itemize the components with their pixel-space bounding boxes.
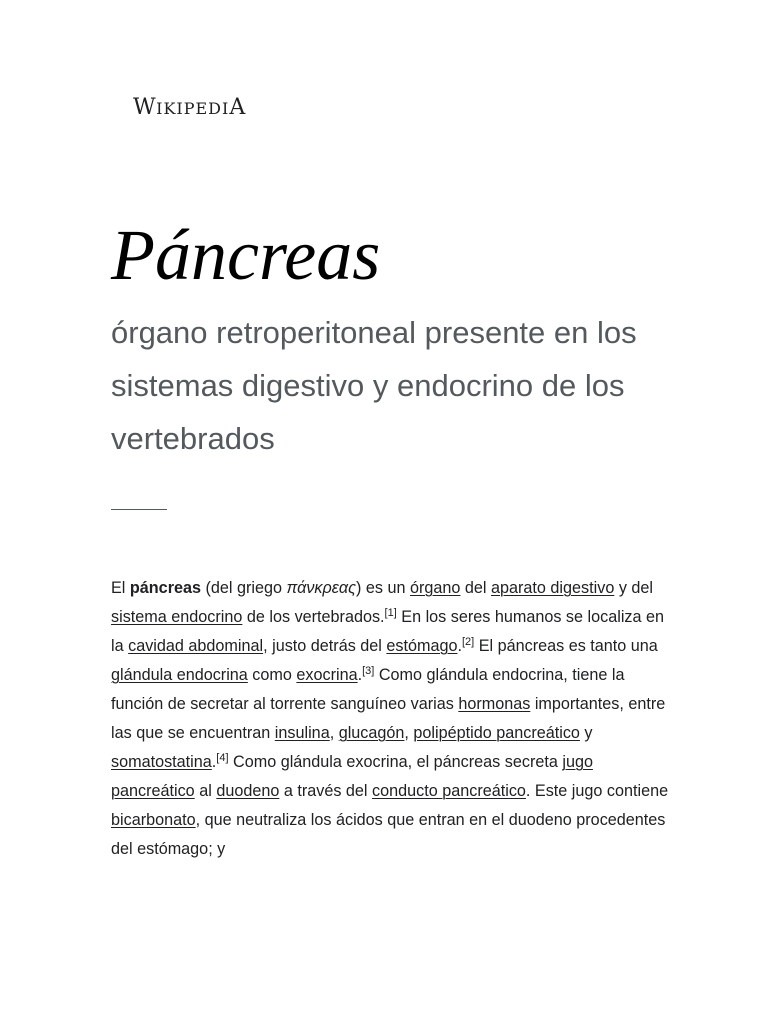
link-cavidad-abdominal[interactable]: cavidad abdominal [128,637,264,655]
text-run: . [357,666,363,684]
bold-term: páncreas [129,579,201,597]
wordmark-middle: IKIPEDI [156,99,230,118]
link-bicarbonato[interactable]: bicarbonato [111,811,196,829]
link-polipeptido-pancreatico[interactable]: polipéptido pancreático [413,724,580,742]
text-run: Como glándula exocrina, el páncreas secreta [228,753,563,771]
link-glucagon[interactable]: glucagón [338,724,405,742]
text-run: . [211,753,217,771]
link-glandula-endocrina[interactable]: glándula endocrina [111,666,248,684]
text-run: ) es un [356,579,411,597]
text-run: . Este jugo contiene [525,782,669,800]
link-organo[interactable]: órgano [410,579,461,597]
link-insulina[interactable]: insulina [274,724,330,742]
article-paragraph [111,574,671,864]
text-run: El páncreas es tanto una [474,637,658,655]
text-run: y [579,724,593,742]
reference-2[interactable] [462,636,474,648]
wordmark-initial: W [133,95,157,120]
reference-3-link[interactable]: [3] [362,665,375,677]
text-run: del [460,579,492,597]
text-run: y del [614,579,654,597]
reference-4[interactable] [216,752,228,764]
page-description: órgano retroperitoneal presente en los sistemas digestivo y endocrino de los vertebrados [111,315,637,456]
link-duodeno[interactable]: duodeno [216,782,280,800]
text-run: El [111,579,130,597]
link-sistema-endocrino[interactable]: sistema endocrino [111,608,243,626]
reference-4-link[interactable]: [4] [216,752,229,764]
title-divider [111,509,167,510]
wikipedia-wordmark[interactable] [133,95,246,120]
text-run: En los seres humanos se localiza en la [111,608,665,655]
text-run: a través del [279,782,373,800]
text-run: , [404,724,414,742]
reference-1-link[interactable]: [1] [384,607,397,619]
link-conducto-pancreatico[interactable]: conducto pancreático [372,782,526,800]
text-run: al [194,782,217,800]
link-hormonas[interactable]: hormonas [458,695,531,713]
text-run: , [329,724,339,742]
text-run: importantes, entre las que se encuentran [111,695,666,742]
text-run: como [247,666,297,684]
page-title: Páncreas [111,215,381,295]
link-estomago[interactable]: estómago [386,637,458,655]
link-somatostatina[interactable]: somatostatina [111,753,212,771]
reference-2-link[interactable]: [2] [461,636,475,648]
text-run: de los vertebrados. [242,608,385,626]
text-run: . [457,637,462,655]
wordmark-final: A [229,95,246,120]
reference-1[interactable] [385,607,397,619]
reference-3[interactable] [362,665,374,677]
text-run: (del griego [201,579,287,597]
text-run: Como glándula endocrina, tiene la función de secretar al torrente sanguíneo varias [111,666,625,713]
link-exocrina[interactable]: exocrina [296,666,358,684]
link-aparato-digestivo[interactable]: aparato digestivo [491,579,615,597]
greek-term: πάνκρεας [286,579,357,597]
text-run: , justo detrás del [263,637,387,655]
link-jugo-pancreatico[interactable]: jugo pancreático [111,753,593,800]
text-run: , que neutraliza los ácidos que entran en el duodeno procedentes del estómago; y [111,811,666,858]
